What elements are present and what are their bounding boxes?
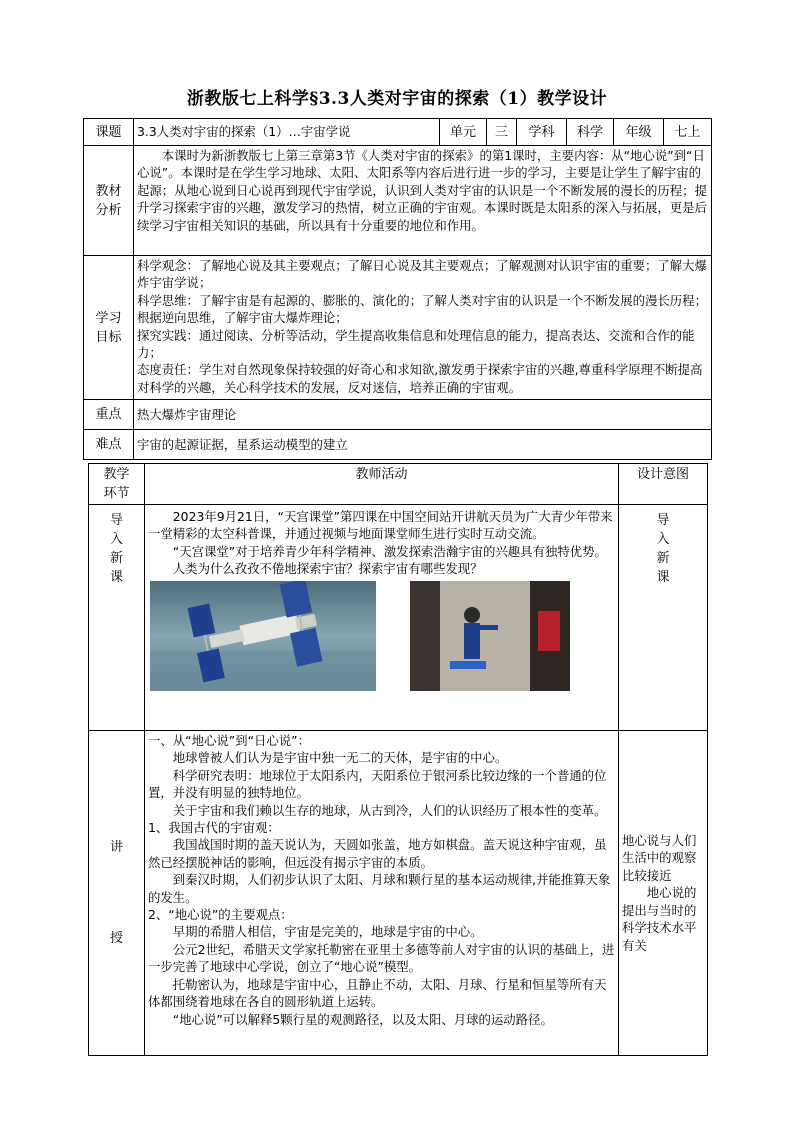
- intent-note-1: 地心说与人们生活中的观察比较接近: [622, 833, 697, 883]
- intent-note-2: 地心说的提出与当时的科学技术水平有关: [622, 885, 697, 953]
- lecture-heading: 一、从“地心说”到“日心说”：: [148, 733, 310, 748]
- analysis-label: [84, 146, 134, 256]
- intro-intent: [619, 505, 708, 731]
- lecture-line: 早期的希腊人相信，宇宙是完美的，地球是宇宙的中心。: [172, 924, 483, 940]
- goals-text-cell: [134, 256, 712, 400]
- analysis-label-1: 教材: [95, 183, 122, 199]
- intent-char: 课: [656, 570, 670, 585]
- intent-char: 新: [656, 551, 670, 566]
- lecture-activity: [145, 731, 619, 1056]
- analysis-text: 本课时为新浙教版七上第三章第3节《人类对宇宙的探索》的第1课时，主要内容：从“地心说”到“日心说”。本课时是在学生学习地球、太阳、太阳系等内容后进行进一步的学习，主要是让学生了解宇宙的起源；从地心说到日心说再到现代宇宙学说，认识到人类对宇宙的认识是一个不断发展的漫长的历程；提升学习探索宇宙的兴趣，激发学习的热情，树立正确的宇宙观。本课时既是太阳系的深入与拓展，更是后续学习宇宙相关知识的基础，所以具有十分重要的地位和作用。: [137, 148, 707, 233]
- focus-text: 热大爆炸宇宙理论: [134, 400, 712, 430]
- analysis-label-2: 分析: [95, 202, 122, 218]
- space-station-photo: [150, 581, 376, 691]
- space-station-graphic: [150, 581, 376, 691]
- goals-label: [84, 256, 134, 400]
- stage-char: 新: [109, 551, 123, 566]
- goal-item: 探究实践：通过阅读、分析等活动，学生提高收集信息和处理信息的能力，提高表达、交流和合作的能力；: [137, 327, 695, 361]
- grade-value: 七上: [664, 119, 712, 146]
- goal-item: 态度责任：学生对自然现象保持较强的好奇心和求知欲,激发勇于探索宇宙的兴趣,尊重科学原理不断提高对科学的兴趣，关心科学技术的发展，反对迷信，培养正确的宇宙观。: [137, 362, 703, 395]
- intent-char: 导: [656, 513, 670, 528]
- intro-photos: [148, 581, 615, 691]
- difficulty-label: 难点: [84, 430, 134, 460]
- course-value: 3.3人类对宇宙的探索（1）…宇宙学说: [134, 119, 440, 146]
- unit-value: 三: [487, 119, 517, 146]
- lecture-subheading: 2、“地心说”的主要观点：: [148, 907, 293, 923]
- goals-label-2: 目标: [95, 329, 122, 345]
- lecture-line: “地心说”可以解释5颗行星的观测路径，以及太阳、月球的运动路径。: [172, 1011, 553, 1027]
- goals-label-1: 学习: [95, 310, 122, 326]
- intro-paragraph-2: “天宫课堂”对于培养青少年科学精神、激发探索浩瀚宇宙的兴趣具有独特优势。: [172, 543, 607, 559]
- goal-item: 科学观念：了解地心说及其主要观点；了解日心说及其主要观点；了解观测对认识宇宙的重要；了解大爆炸宇宙学说；: [137, 258, 707, 291]
- intent-char: 入: [656, 532, 670, 547]
- lecture-line: 地球曾被人们认为是宇宙中独一无二的天体，是宇宙的中心。: [172, 750, 508, 766]
- lecture-line: 托勒密认为，地球是宇宙中心，且静止不动，太阳、月球、行星和恒星等所有天体都围绕着地球在各自的圆形轨道上运转。: [148, 976, 607, 1010]
- stage-char: 授: [109, 931, 123, 946]
- stage-header-2: 环节: [103, 486, 130, 501]
- lecture-line: 关于宇宙和我们赖以生存的地球，从古到冷，人们的认识经历了根本性的变革。: [172, 802, 607, 818]
- stage-char: 讲: [109, 840, 123, 855]
- lecture-line: 公元2世纪，希腊天文学家托勒密在亚里士多德等前人对宇宙的认识的基础上，进一步完善了地球中心学说，创立了“地心说”模型。: [148, 941, 615, 975]
- lecture-subheading: 1、我国古代的宇宙观：: [148, 820, 280, 836]
- grade-label: 年级: [614, 119, 664, 146]
- stage-spacer: [92, 857, 141, 929]
- lecture-stage: [89, 731, 145, 1056]
- stage-header: [89, 464, 145, 505]
- lecture-line: 科学研究表明：地球位于太阳系内，天阳系位于银河系比较边缘的一个普通的位置，并没有明显的独特地位。: [148, 767, 607, 801]
- lesson-info-table: [83, 118, 712, 460]
- intent-header: 设计意图: [619, 464, 708, 505]
- activity-header: 教师活动: [145, 464, 619, 505]
- process-table: [88, 463, 708, 1056]
- goal-item: 科学思维：了解宇宙是有起源的、膨胀的、演化的；了解人类对宇宙的认识是一个不断发展的漫长历程；根据逆向思维，了解宇宙大爆炸理论；: [137, 292, 707, 326]
- subject-value: 科学: [567, 119, 614, 146]
- unit-label: 单元: [440, 119, 487, 146]
- difficulty-text: 宇宙的起源证据，星系运动模型的建立: [134, 430, 712, 460]
- stage-char: 课: [109, 570, 123, 585]
- stage-header-1: 教学: [103, 467, 130, 482]
- lecture-line: 我国战国时期的盖天说认为，天圆如张盖，地方如棋盘。盖天说这种宇宙观，虽然已经摆脱神话的影响，但远没有揭示宇宙的本质。: [148, 837, 607, 870]
- astronaut-graphic: [410, 581, 570, 691]
- analysis-text-cell: [134, 146, 712, 256]
- stage-char: 导: [109, 513, 123, 528]
- intro-activity: [145, 505, 619, 731]
- intro-question: 人类为什么孜孜不倦地探索宇宙？探索宇宙有哪些发现？: [172, 561, 483, 577]
- focus-label: 重点: [84, 400, 134, 430]
- intro-stage: [89, 505, 145, 731]
- lecture-intent: [619, 731, 708, 1056]
- document-title: 浙教版七上科学§3.3人类对宇宙的探索（1）教学设计: [186, 89, 608, 109]
- course-label: 课题: [84, 119, 134, 146]
- lecture-line: 到秦汉时期，人们初步认识了太阳、月球和颗行星的基本运动规律,并能推算天象的发生。: [148, 872, 611, 905]
- intro-paragraph-1: 2023年9月21日，“天宫课堂”第四课在中国空间站开讲航天员为广大青少年带来一堂精彩的太空科普课，并通过视频与地面课堂师生进行实时互动交流。: [148, 509, 613, 542]
- subject-label: 学科: [517, 119, 567, 146]
- astronaut-cabin-photo: [410, 581, 570, 691]
- stage-char: 入: [109, 532, 123, 547]
